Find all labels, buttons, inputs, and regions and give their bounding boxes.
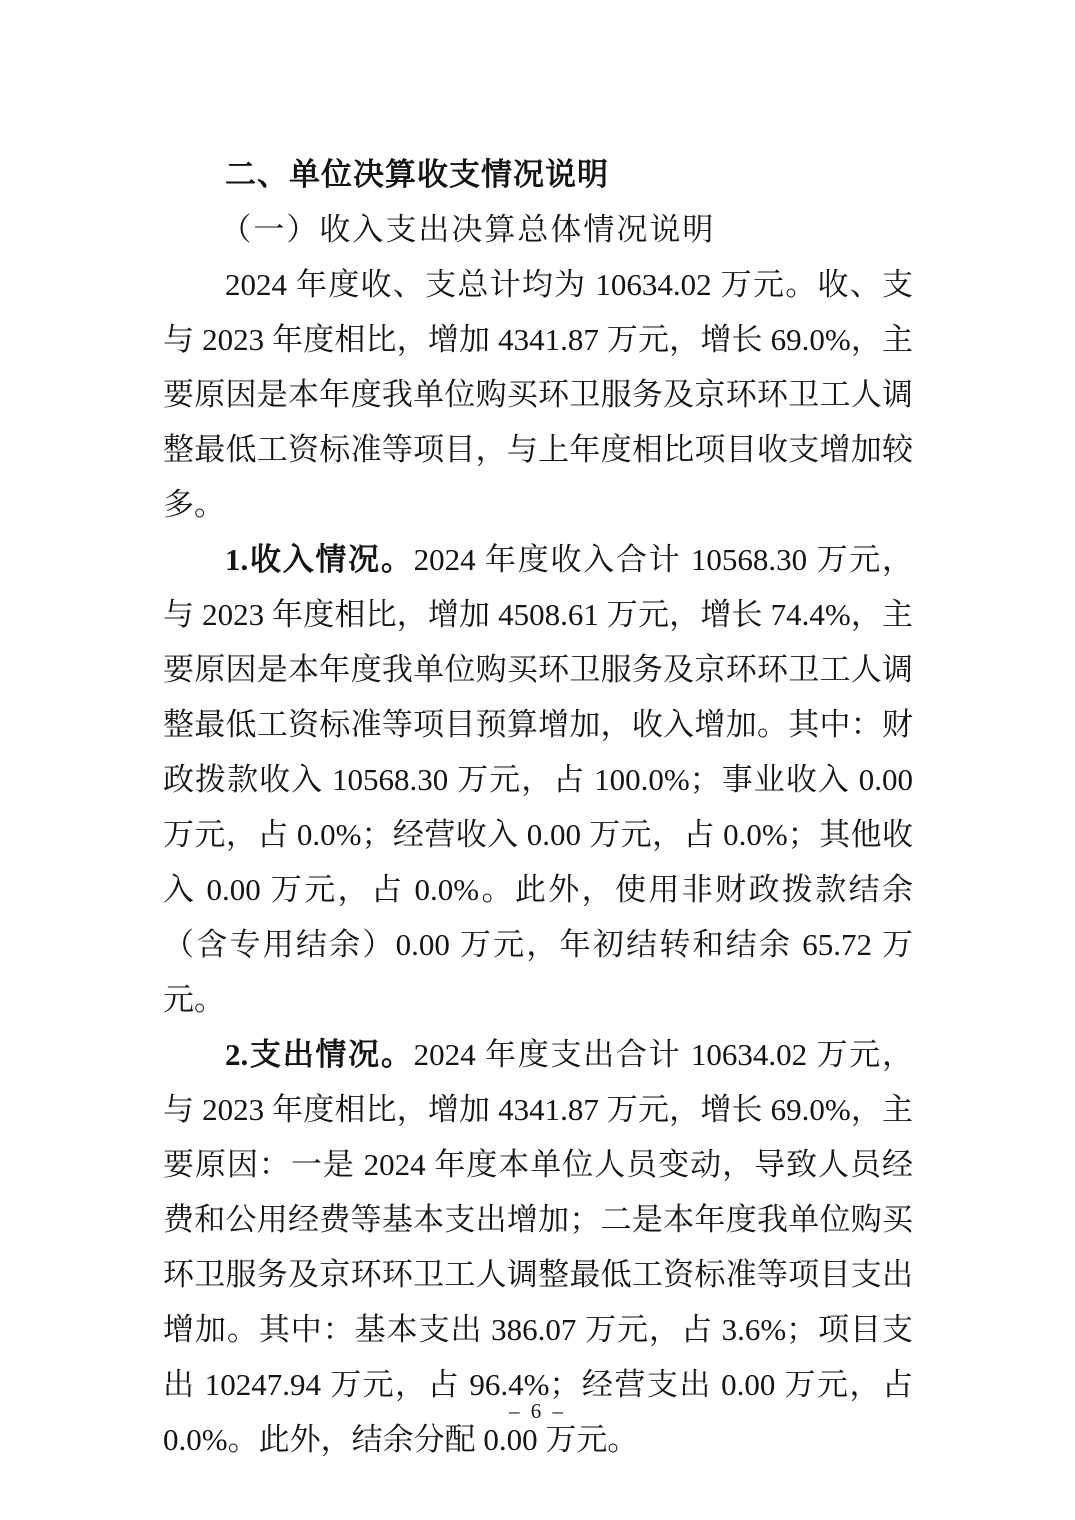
paragraph-overview: 2024 年度收、支总计均为 10634.02 万元。收、支与 2023 年度相比，增加 4341.87 万元，增长 69.0%，主要原因是本年度我单位购买环卫服务及京环环卫工人调整最低工资标准等项目，与上年度相比项目收支增加较多。: [163, 267, 913, 522]
expenditure-section-text: 2024 年度支出合计 10634.02 万元，与 2023 年度相比，增加 4341.87 万元，增长 69.0%，主要原因：一是 2024 年度本单位人员变动，导致人员经费和公用经费等基本支出增加；二是本年度我单位购买环卫服务及京环环卫工人调整最低工资标准等项目支出增加。其中：基本支出 386.07 万元，占 3.6%；项目支出 10247.94 万元，占 96.4%；经营支出 0.00 万元，占 0.0%。此外，结余分配 0.00 万元。: [163, 1037, 914, 1457]
subsection-heading: （一）收入支出决算总体情况说明: [220, 212, 716, 247]
page-number: – 6 –: [509, 1399, 566, 1423]
income-section-text: 2024 年度收入合计 10568.30 万元，与 2023 年度相比，增加 4508.61 万元，增长 74.4%，主要原因是本年度我单位购买环卫服务及京环环卫工人调整最低工资标准等项目预算增加，收入增加。其中：财政拨款收入 10568.30 万元，占 100.0%；事业收入 0.00 万元，占 0.0%；经营收入 0.00 万元，占 0.0%；其他收入 0.00 万元，占 0.0%。此外，使用非财政拨款结余（含专用结余）0.00 万元，年初结转和结余 65.72 万元。: [163, 542, 914, 1017]
document-content: [163, 147, 913, 1467]
expenditure-section-label: 2.支出情况。: [225, 1037, 414, 1072]
paragraph-income: [163, 532, 913, 1027]
income-section-label: 1.收入情况。: [225, 542, 414, 577]
section-heading: 二、单位决算收支情况说明: [225, 157, 609, 192]
